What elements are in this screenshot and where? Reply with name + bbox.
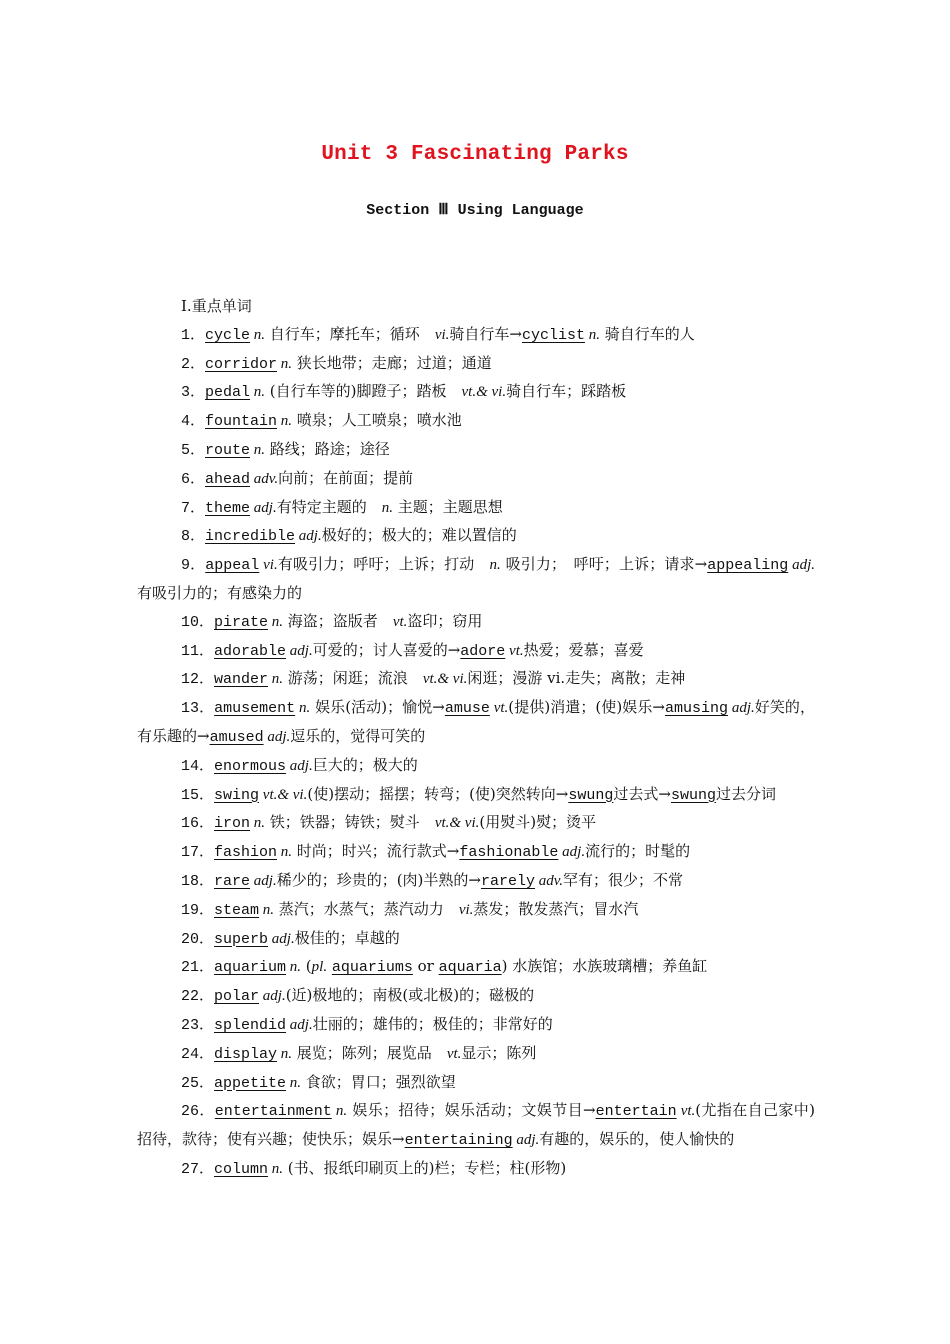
part-of-speech: adj. [286,642,313,659]
entry-number: 19． [181,901,215,919]
part-of-speech: pl. [311,959,328,976]
definition-text: 有特定主题的 [276,497,382,516]
vocab-entry [137,665,815,694]
entry-number: 12． [181,671,215,689]
entry-number: 20． [181,930,215,948]
part-of-speech: vt.& vi. [422,671,468,688]
part-of-speech: n. [277,355,293,372]
part-of-speech: vi. [458,901,474,918]
part-of-speech: n. [286,959,302,976]
vocab-word: cyclist [521,326,585,344]
definition-text: ( [301,957,312,976]
entry-number: 22． [181,988,215,1006]
part-of-speech: vt. [489,700,509,717]
vocab-entry [137,350,815,379]
vocab-word: splendid [214,1016,287,1034]
entry-number: 23． [181,1016,215,1034]
vocab-word: display [214,1045,278,1063]
part-of-speech: adj. [286,757,313,774]
entry-number: 7． [181,499,206,517]
vocab-word: adore [460,642,506,660]
definition-text: 骑自行车的人 [599,324,695,343]
definition-text: 罕有；很少；不常 [563,870,684,889]
part-of-speech: n. [250,384,266,401]
vocab-entry [137,953,815,982]
entry-number: 15． [181,786,215,804]
vocab-word: incredible [205,528,296,546]
definition-text: 有吸引力的；有感染力的 [137,583,303,602]
definition-text: 展览；陈列；展览品 [292,1043,447,1062]
vocab-word: theme [205,499,251,517]
document-title: Unit 3 Fascinating Parks [321,143,629,166]
definition-text: 铁；铁器；铸铁；熨斗 [265,813,435,832]
vocab-word: fountain [205,413,278,431]
part-of-speech: adj. [558,844,586,861]
part-of-speech: n. [331,1103,348,1120]
vocab-entry [137,809,815,838]
vocab-entry [137,637,815,666]
definition-text: 显示；陈列 [461,1043,537,1062]
definition-text: 狭长地带；走廊；过道；通道 [292,353,492,372]
vocab-entry [137,522,815,551]
part-of-speech: adj. [250,499,277,516]
vocab-word: pedal [205,384,251,402]
definition-text: 向前；在前面；提前 [278,468,414,487]
definition-text: 时尚；时兴；流行款式→ [292,842,460,861]
vocab-word: rarely [480,872,535,890]
definition-text: 游荡；闲逛；流浪 [283,669,423,688]
vocab-entry [137,1155,815,1184]
vocab-word: entertainment [214,1103,332,1121]
part-of-speech: n. [286,1074,302,1091]
definition-text: 食欲；胃口；强烈欲望 [301,1072,456,1091]
definition-text: 蒸汽；水蒸气；蒸汽动力 [274,899,459,918]
vocab-entry [137,1097,815,1155]
entry-number: 9． [181,557,206,575]
vocab-entry [137,694,815,752]
part-of-speech: n. [381,499,393,516]
definition-text: (近)极地的；南极(或北极)的；磁极的 [285,986,535,1005]
vocab-word: wander [214,671,269,689]
vocab-word: appealing [707,557,789,575]
part-of-speech: n. [584,326,600,343]
definition-text: 盗印；窃用 [407,611,483,630]
part-of-speech: adj. [788,557,815,574]
entry-number: 27． [181,1160,215,1178]
definition-text: (自行车等的)脚蹬子；踏板 [265,382,462,401]
definition-text: (书、报纸印刷页上的)栏；专栏；柱(形物) [283,1158,567,1177]
part-of-speech: n. [268,1160,284,1177]
entry-number: 18． [181,872,215,890]
section-subtitle: Section Ⅲ Using Language [366,202,584,219]
vocab-entry [137,321,815,350]
definition-text: 稀少的；珍贵的；(肉)半熟的→ [276,870,481,889]
vocab-word: amuse [444,700,490,718]
part-of-speech: n. [277,1045,293,1062]
vocab-word: entertain [595,1103,677,1121]
vocab-entry [137,436,815,465]
entry-number: 8． [181,528,206,546]
vocab-word: cycle [205,326,251,344]
definition-text: 喷泉；人工喷泉；喷水池 [292,411,462,430]
entry-number: 4． [181,413,206,431]
entry-number: 26． [181,1103,215,1121]
vocab-word: rare [214,872,251,890]
vocab-entry [137,494,815,523]
vocab-word: pirate [214,613,269,631]
vocab-word: column [214,1160,269,1178]
vocab-word: fashionable [459,844,559,862]
definition-text: 过去式→ [613,784,671,803]
entry-number: 6． [181,470,206,488]
part-of-speech: adv. [250,470,279,487]
entry-number: 11． [181,642,215,660]
vocab-word: appetite [214,1074,287,1092]
definition-text: 壮丽的；雄伟的；极佳的；非常好的 [312,1014,553,1033]
vocab-entry [137,551,815,608]
definition-text: ) 水族馆；水族玻璃槽；养鱼缸 [501,957,708,976]
vocab-entry [137,752,815,781]
part-of-speech: n. [250,441,266,458]
vocab-word: polar [214,988,260,1006]
part-of-speech: n. [277,844,293,861]
part-of-speech: vt.& vi. [434,815,480,832]
part-of-speech: n. [259,901,275,918]
definition-text: 娱乐(活动)；愉悦→ [310,698,445,717]
part-of-speech: vi. [259,557,278,574]
part-of-speech: n. [295,700,311,717]
vocab-word: adorable [214,642,287,660]
part-of-speech: adv. [535,872,564,889]
entry-number: 17． [181,844,215,862]
definition-text: 极好的；极大的；难以置信的 [321,526,517,545]
vocab-entry [137,781,815,810]
vocab-word: iron [214,815,251,833]
part-of-speech: vt.& vi. [461,384,507,401]
definition-text: 骑自行车；踩踏板 [506,382,627,401]
part-of-speech: vt. [505,642,524,659]
definition-text: 过去分词 [715,784,776,803]
vocab-entry [137,465,815,494]
definition-text: 热爱；爱慕；喜爱 [523,640,644,659]
part-of-speech: n. [268,613,284,630]
section-heading: Ⅰ.重点单词 [181,297,252,315]
part-of-speech: adj. [259,988,286,1005]
vocab-word: corridor [205,355,278,373]
definition-text: 巨大的；极大的 [312,755,418,774]
vocab-entry [137,1069,815,1098]
entry-number: 13． [181,700,215,718]
definition-text: 有趣的，娱乐的，使人愉快的 [539,1130,735,1149]
entries-container [137,321,815,1184]
part-of-speech: adj. [295,528,322,545]
vocab-word: swung [568,786,614,804]
part-of-speech: n. [268,671,284,688]
definition-text: 蒸发；散发蒸汽；冒水汽 [473,899,639,918]
definition-text: 娱乐；招待；娱乐活动；文娱节目→ [347,1101,596,1120]
vocab-entry [137,896,815,925]
entry-number: 24． [181,1045,215,1063]
vocab-entry [137,838,815,867]
vocab-word: entertaining [404,1132,513,1150]
definition-text: 路线；路途；途径 [265,439,390,458]
vocab-word: amused [209,728,264,746]
part-of-speech: n. [250,815,266,832]
definition-text: or [412,957,439,976]
vocab-entry [137,1011,815,1040]
definition-text: 自行车；摩托车；循环 [265,324,435,343]
entry-number: 2． [181,355,206,373]
part-of-speech: adj. [268,930,295,947]
part-of-speech: vt.& vi. [259,786,308,803]
definition-text: 可爱的；讨人喜爱的→ [312,640,461,659]
definition-text: (用熨斗)熨；烫平 [479,813,597,832]
part-of-speech: adj. [286,1016,313,1033]
definition-text: 有吸引力；呼吁；上诉；打动 [277,555,490,574]
definition-text: 极佳的；卓越的 [294,928,400,947]
part-of-speech: adj. [263,728,291,745]
part-of-speech: n. [489,557,501,574]
vocab-word: superb [214,930,269,948]
vocab-word: aquarium [214,959,287,977]
vocab-word: aquaria [438,959,502,977]
definition-text: 吸引力； 呼吁；上诉；请求→ [500,555,708,574]
definition-text: 海盗；盗版者 [283,611,393,630]
definition-text: 闲逛；漫游 vi.走失；离散；走神 [467,669,686,688]
entry-number: 14． [181,757,215,775]
vocab-word: amusing [664,700,728,718]
part-of-speech: adj. [250,872,277,889]
part-of-speech: adj. [512,1132,540,1149]
vocab-entry [137,608,815,637]
vocab-word: aquariums [331,959,413,977]
part-of-speech: adj. [728,700,755,717]
vocab-entry [137,925,815,954]
definition-text: (使)摆动；摇摆；转弯；(使)突然转向→ [307,784,569,803]
part-of-speech: vi. [434,326,450,343]
entry-number: 5． [181,441,206,459]
vocab-word: steam [214,901,260,919]
vocab-word: fashion [214,844,278,862]
vocab-entry [137,407,815,436]
part-of-speech: n. [250,326,266,343]
part-of-speech: vt. [676,1103,696,1120]
definition-text: 好笑的，有乐趣的→ [137,698,815,745]
vocab-word: swing [214,786,260,804]
entry-number: 25． [181,1074,215,1092]
entry-number: 16． [181,815,215,833]
entry-number: 3． [181,384,206,402]
vocab-word: route [205,441,251,459]
entry-number: 1． [181,326,206,344]
vocab-entry [137,378,815,407]
definition-text: 主题；主题思想 [392,497,503,516]
vocab-entry [137,1040,815,1069]
part-of-speech: vt. [392,613,408,630]
definition-text: (提供)消遣；(使)娱乐→ [508,698,665,717]
part-of-speech: vt. [446,1045,462,1062]
vocab-word: swung [670,786,716,804]
vocab-word: amusement [214,700,296,718]
vocab-word: enormous [214,757,287,775]
part-of-speech: n. [277,413,293,430]
entry-number: 21． [181,959,215,977]
definition-text: 流行的；时髦的 [585,842,691,861]
definition-text: (尤指在自己家中)招待，款待；使有兴趣；使快乐；娱乐→ [137,1101,815,1149]
vocabulary-list [137,293,815,1184]
definition-text: 逗乐的，觉得可笑的 [290,726,426,745]
definition-text: 骑自行车→ [449,324,522,343]
vocab-entry [137,867,815,896]
vocab-word: ahead [205,470,251,488]
vocab-entry [137,982,815,1011]
vocab-word: appeal [205,557,260,575]
entry-number: 10． [181,613,215,631]
